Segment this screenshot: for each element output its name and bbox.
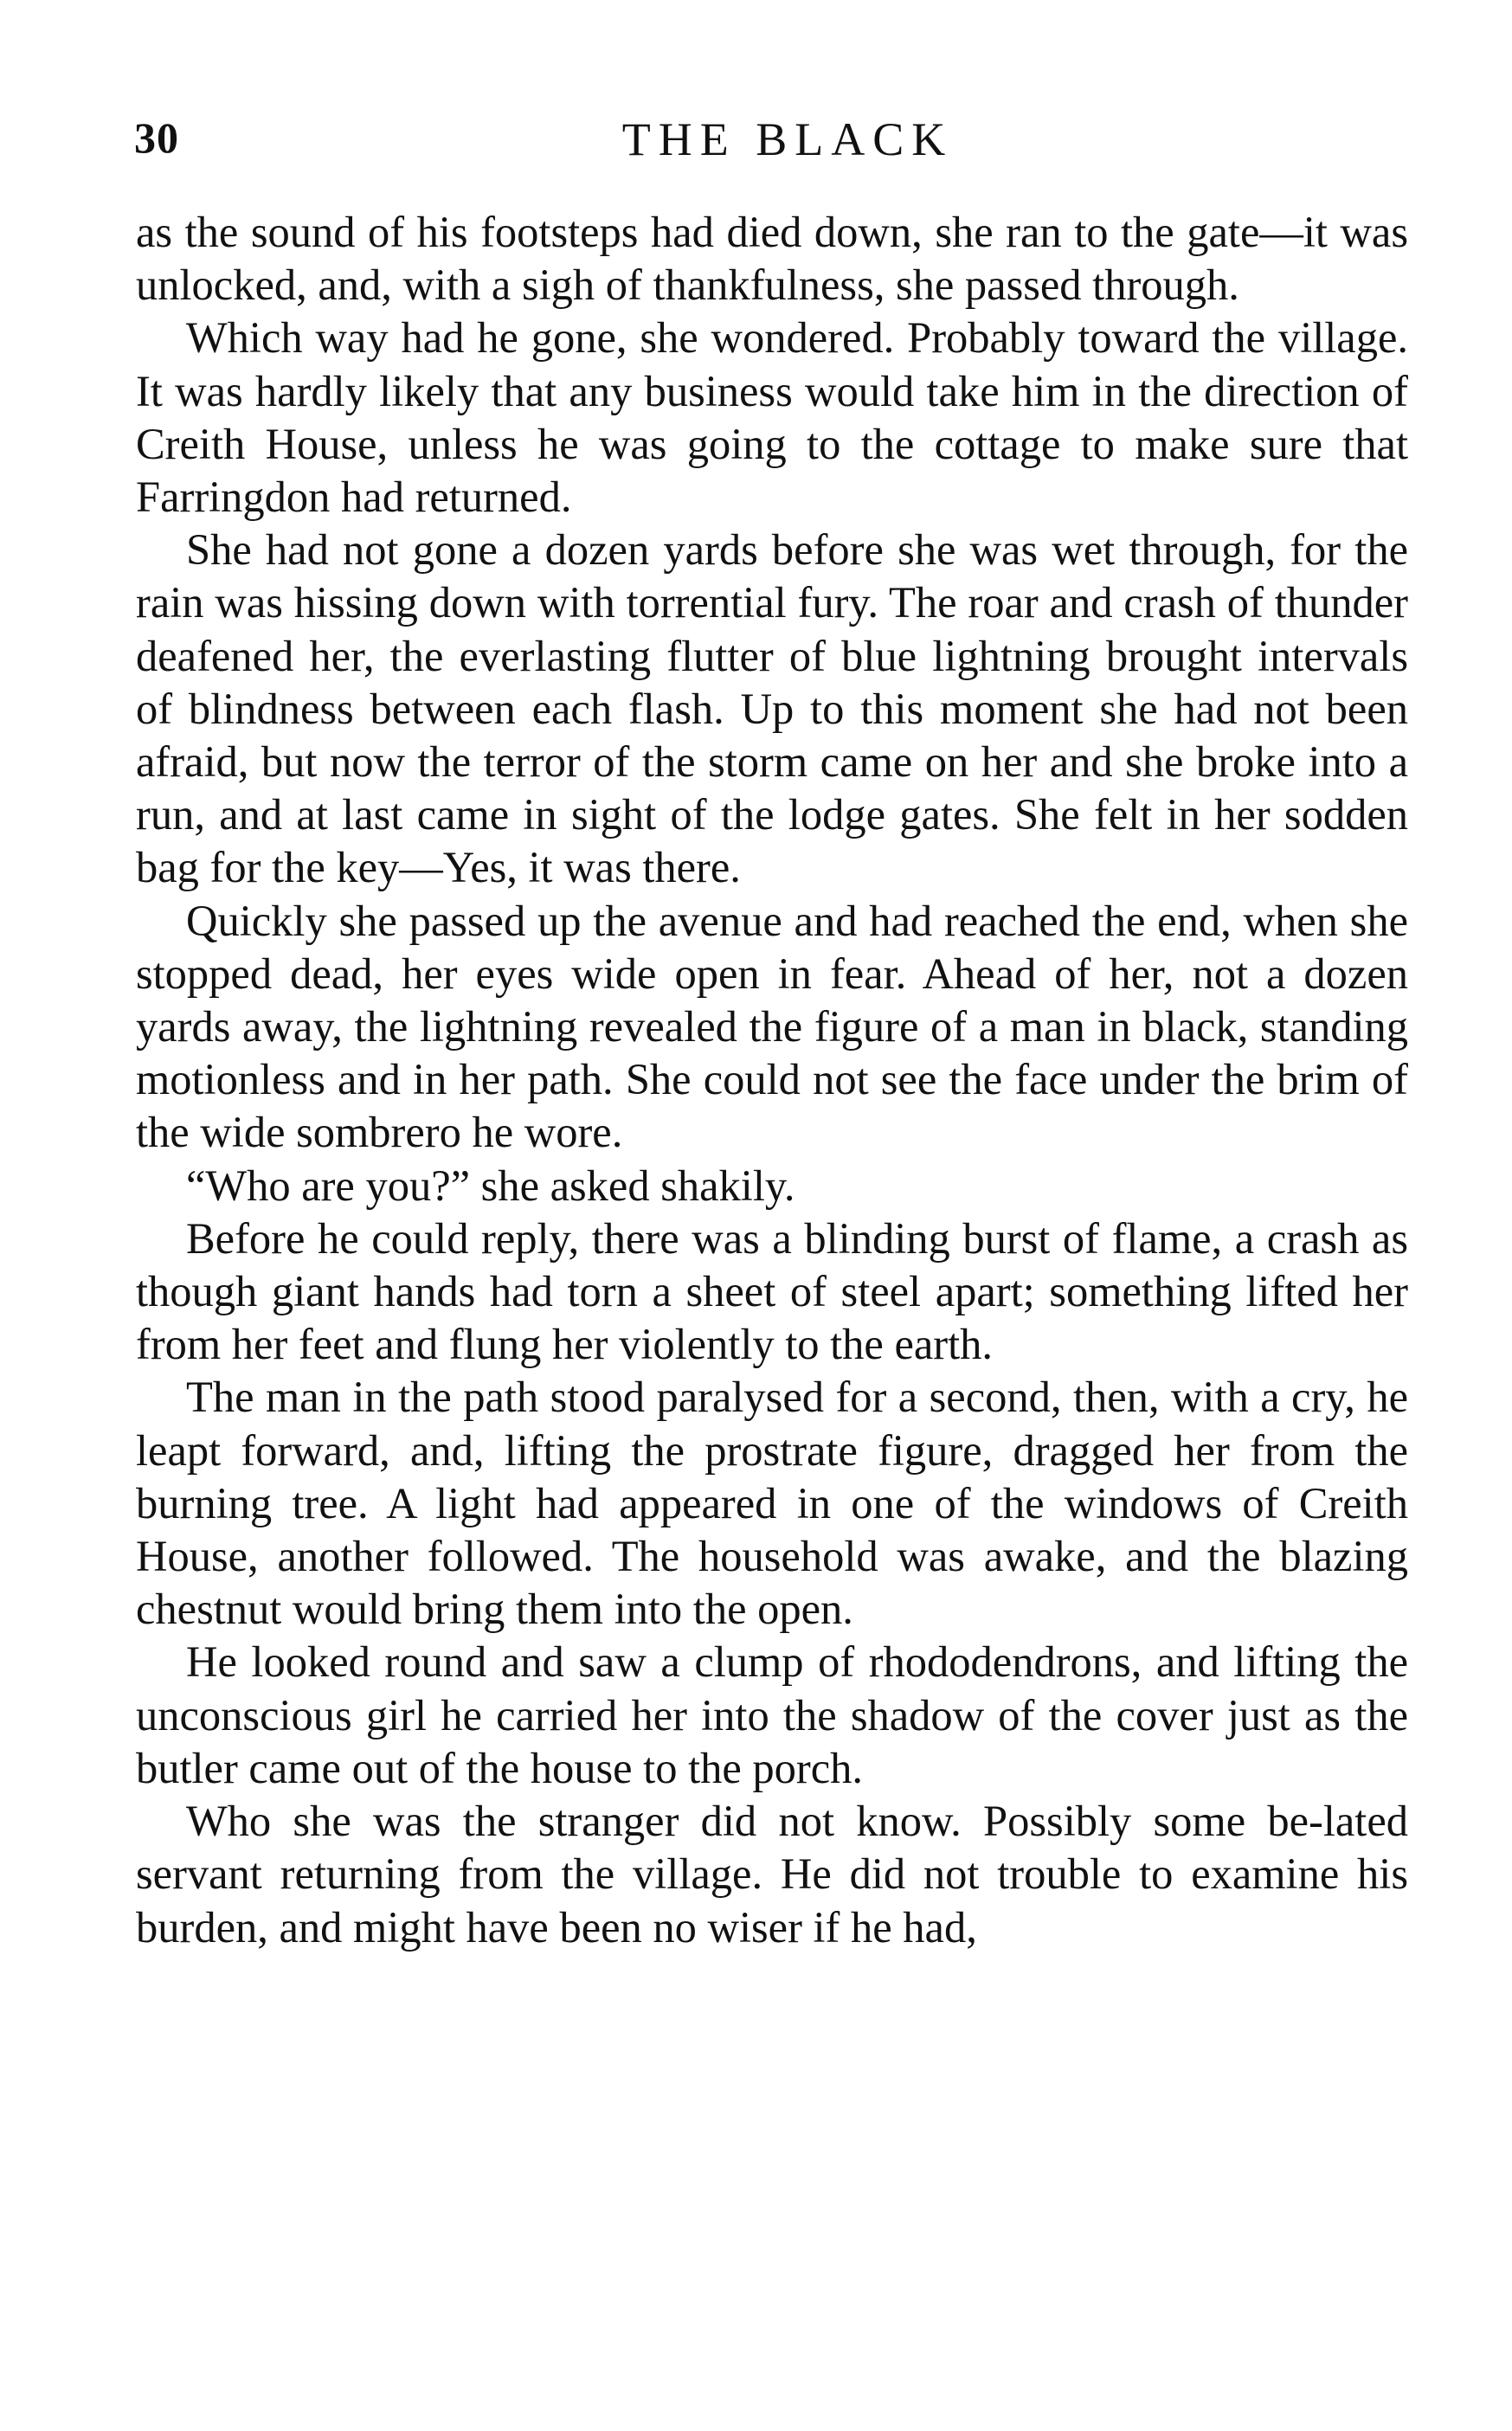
body-text [136,206,1408,1954]
paragraph: Quickly she passed up the avenue and had reached the end, when she stopped dead, her eyes wide open in fear. Ahead of her, not a dozen yards away, the lightning revealed the figure of a man in black, standing motionless and in her path. She could not see the face under the brim of the wide sombrero he wore. [136,896,1408,1157]
paragraph: He looked round and saw a clump of rhododendrons, and lifting the unconscious girl he carried her into the shadow of the cover just as the butler came out of the house to the porch. [136,1637,1408,1792]
running-title: THE BLACK [621,113,954,165]
page-number: 30 [134,113,179,162]
paragraph: as the sound of his footsteps had died down, she ran to the gate—it was unlocked, and, with a sigh of thankfulness, she passed through. [136,208,1408,310]
paragraph: The man in the path stood paralysed for a second, then, with a cry, he leapt forward, and, lifting the prostrate figure, dragged her from the burning tree. A light had appeared in one of the windows of Creith House, another followed. The household was awake, and the blazing chestnut would bring them into the open. [136,1373,1408,1634]
paragraph: Before he could reply, there was a blinding burst of flame, a crash as though giant hands had torn a sheet of steel apart; something lifted her from her feet and flung her violently to the earth. [136,1213,1408,1369]
paragraph: Who she was the stranger did not know. Possibly some be-lated servant returning from the village. He did not trouble to examine his burden, and might have been no wiser if he had, [136,1797,1408,1952]
paragraph: She had not gone a dozen yards before she was wet through, for the rain was hissing down with torrential fury. The roar and crash of thunder deafened her, the everlasting flutter of blue lightning brought intervals of blindness between each flash. Up to this moment she had not been afraid, but now the terror of the storm came on her and she broke into a run, and at last came in sight of the lodge gates. She felt in her sodden bag for the key—Yes, it was there. [136,525,1408,892]
running-head [134,113,1406,173]
paragraph: “Who are you?” she asked shakily. [186,1161,795,1210]
paragraph: Which way had he gone, she wondered. Probably toward the village. It was hardly likely that any business would take him in the direction of Creith House, unless he was going to the cottage to make sure that Farringdon had returned. [136,313,1408,522]
